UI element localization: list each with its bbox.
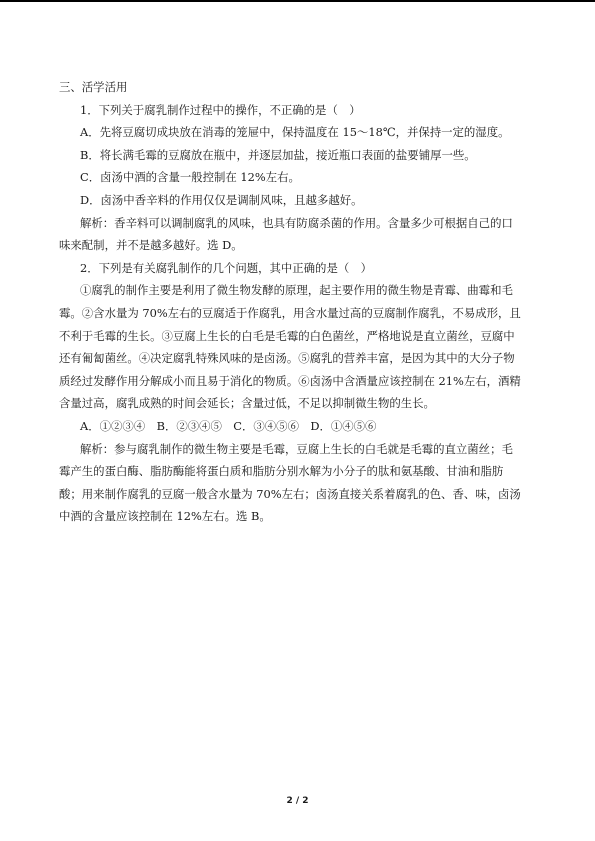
question-2-body-line: ①腐乳的制作主要是利用了微生物发酵的原理，起主要作用的微生物是青霉、曲霉和毛: [80, 283, 513, 298]
header-rule: [0, 0, 595, 2]
question-2-body-line: 含量过高，腐乳成熟的时间会延长；含量过低，不足以抑制微生物的生长。: [59, 396, 435, 411]
document-body: [59, 76, 537, 528]
question-1-option-c: C．卤汤中酒的含量一般控制在 12%左右。: [80, 170, 300, 185]
question-1-stem: 1．下列关于腐乳制作过程中的操作，不正确的是（ ）: [80, 102, 361, 117]
question-2-stem: 2．下列是有关腐乳制作的几个问题，其中正确的是（ ）: [80, 260, 373, 275]
question-2-body-line: 不利于毛霉的生长。③豆腐上生长的白毛是毛霉的白色菌丝，严格地说是直立菌丝，豆腐中: [59, 328, 515, 343]
question-1-option-a: A．先将豆腐切成块放在消毒的笼屉中，保持温度在 15～18℃，并保持一定的湿度。: [80, 125, 510, 140]
question-2-analysis-line: 酸；用来制作腐乳的豆腐一般含水量为 70%左右；卤汤直接关系着腐乳的色、香、味，卤汤: [59, 486, 521, 501]
question-1-analysis-line: 味来配制，并不是越多越好。选 D。: [59, 238, 243, 253]
question-2-analysis-line: 霉产生的蛋白酶、脂肪酶能将蛋白质和脂肪分别水解为小分子的肽和氨基酸、甘油和脂肪: [59, 464, 504, 479]
question-1-option-d: D．卤汤中香辛料的作用仅仅是调制风味，且越多越好。: [80, 192, 363, 207]
section-title: 三、活学活用: [59, 80, 128, 94]
question-2-analysis-line: 解析：参与腐乳制作的微生物主要是毛霉，豆腐上生长的白毛就是毛霉的直立菌丝；毛: [80, 441, 513, 456]
question-1-option-b: B．将长满毛霉的豆腐放在瓶中，并逐层加盐，接近瓶口表面的盐要铺厚一些。: [80, 147, 476, 162]
page-number: 2 / 2: [286, 796, 309, 806]
question-2-body-line: 霉。②含水量为 70%左右的豆腐适于作腐乳，用含水量过高的豆腐制作腐乳，不易成形，且: [59, 305, 521, 320]
question-2-body-line: 还有匍匐菌丝。④决定腐乳特殊风味的是卤汤。⑤腐乳的营养丰富，是因为其中的大分子物: [59, 351, 515, 366]
question-2-analysis-line: 中酒的含量应该控制在 12%左右。选 B。: [59, 509, 271, 524]
question-2-options: A．①②③④ B．②③④⑤ C．③④⑤⑥ D．①④⑤⑥: [80, 418, 377, 433]
question-1-analysis-line: 解析：香辛料可以调制腐乳的风味，也具有防腐杀菌的作用。含量多少可根据自己的口: [80, 215, 513, 230]
question-2-body-line: 质经过发酵作用分解成小而且易于消化的物质。⑥卤汤中含酒量应该控制在 21%左右，酒精: [59, 373, 521, 388]
